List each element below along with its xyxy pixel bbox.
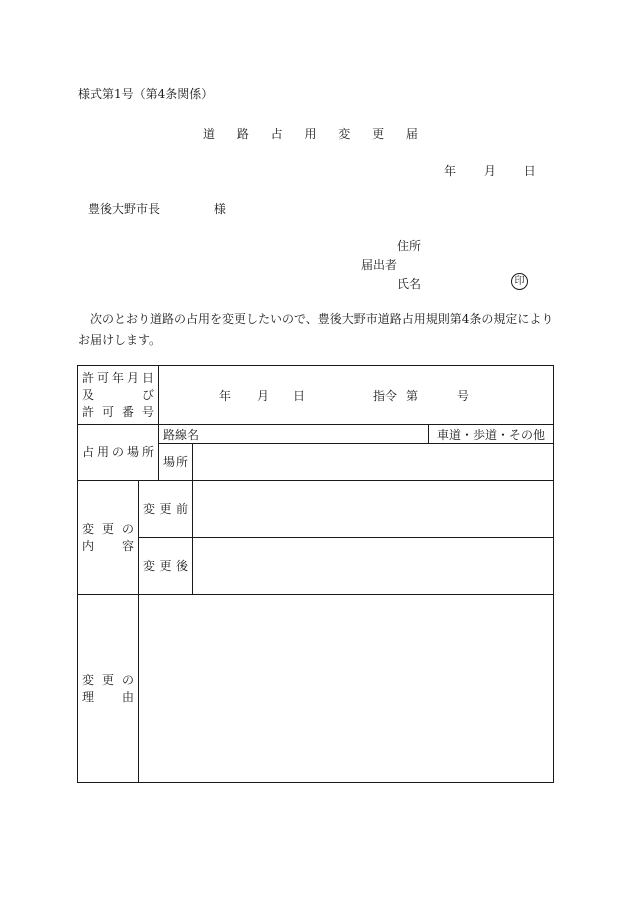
addressee xyxy=(88,200,226,217)
date-day: 日 xyxy=(523,164,536,178)
permit-fields-cell[interactable] xyxy=(159,366,554,425)
content-label-cell xyxy=(78,481,139,595)
after-row xyxy=(78,538,554,595)
road-type-options: 車道・歩道・その他 xyxy=(437,427,546,442)
location-label: 占 用 の 場 所 xyxy=(82,445,155,459)
after-input-cell[interactable] xyxy=(193,538,554,595)
address-label: 住所 xyxy=(397,239,422,253)
reason-label-line2: 理 由 xyxy=(82,689,134,704)
place-label: 場 所 xyxy=(163,454,189,469)
permit-month: 月 xyxy=(257,389,270,403)
reason-label-cell xyxy=(78,595,139,783)
route-row xyxy=(78,425,554,444)
date-line xyxy=(444,162,536,179)
after-label: 変 更 後 xyxy=(143,558,189,573)
reason-label-line1: 変 更 の xyxy=(82,672,134,687)
after-label-cell xyxy=(139,538,193,595)
date-month: 月 xyxy=(483,164,496,178)
date-year: 年 xyxy=(444,164,457,178)
form-table xyxy=(77,365,554,783)
permit-label-line1: 許 可 年 月 日 xyxy=(82,370,155,385)
applicant-label: 届出者 xyxy=(361,258,398,272)
seal-mark: 印 xyxy=(511,273,528,290)
addressee-name: 豊後大野市長 xyxy=(88,202,161,216)
permit-row xyxy=(78,366,554,425)
permit-directive: 指令 xyxy=(373,389,398,403)
place-input-cell[interactable] xyxy=(193,444,554,481)
document-title: 道 路 占 用 変 更 届 xyxy=(203,127,427,141)
reason-row xyxy=(78,595,554,783)
permit-dai: 第 xyxy=(406,389,419,403)
place-label-cell xyxy=(159,444,193,481)
road-type-cell[interactable] xyxy=(429,425,554,444)
permit-go: 号 xyxy=(457,389,470,403)
reason-input-cell[interactable] xyxy=(139,595,554,783)
permit-year: 年 xyxy=(219,389,232,403)
route-name-cell[interactable] xyxy=(159,425,429,444)
body-text: 次のとおり道路の占用を変更したいので、豊後大野市道路占用規則第4条の規定によりお届けします。 xyxy=(78,312,554,347)
permit-day: 日 xyxy=(293,389,306,403)
before-label-cell xyxy=(139,481,193,538)
before-row xyxy=(78,481,554,538)
location-label-cell xyxy=(78,425,159,481)
content-label-line1: 変 更 の xyxy=(82,521,134,536)
name-label: 氏名 xyxy=(397,277,422,291)
permit-label-cell xyxy=(78,366,159,425)
addressee-honorific: 様 xyxy=(213,202,226,216)
route-name-label: 路線名 xyxy=(163,427,200,442)
before-input-cell[interactable] xyxy=(193,481,554,538)
content-label-line2: 内 容 xyxy=(82,538,134,553)
form-number: 様式第1号（第4条関係） xyxy=(78,87,214,101)
permit-label-line3: 許 可 番 号 xyxy=(82,404,155,419)
permit-label-line2: 及 び xyxy=(82,387,155,402)
before-label: 変 更 前 xyxy=(143,502,189,516)
